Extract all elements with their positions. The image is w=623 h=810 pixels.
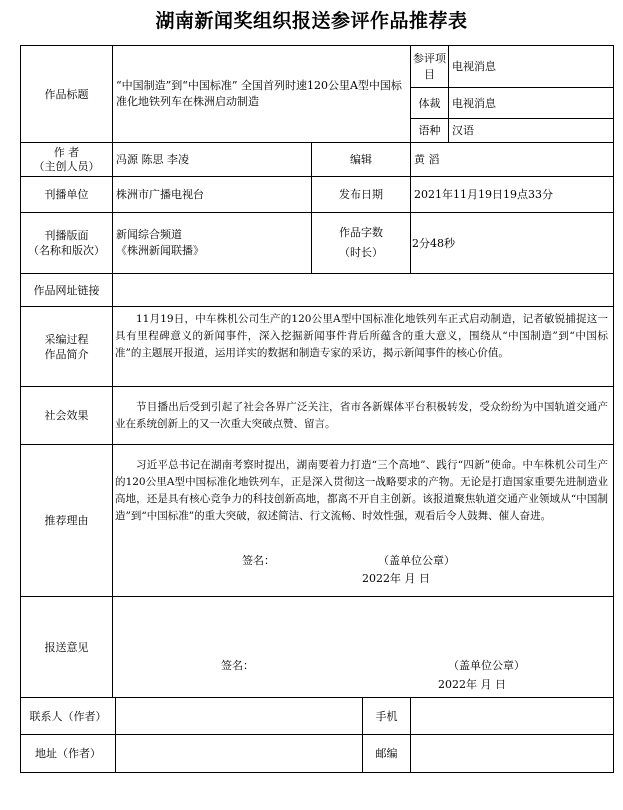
submission-sign-label: 签名： [221,659,254,672]
authors-label: 作 者 （主创人员） [33,145,100,173]
submission-opinion-label: 报送意见 [44,640,89,654]
recommendation-form [20,45,614,773]
process-label: 采编过程 作品简介 [44,332,89,361]
postcode-label: 邮编 [375,747,398,760]
genre-value: 电视消息 [452,96,496,110]
language-label: 语种 [418,124,441,137]
publisher-label: 刊播单位 [44,188,89,201]
process-text: 11月19日，中车株机公司生产的120公里A型中国标准化地铁列车正式启动制造，记者敏锐捕捉这一具有里程碑意义的新闻事件，深入挖掘新闻事件背后所蕴含的重大意义，围绕从“中国制造”到“中国标准”的主题展开报道，运用详实的数据和制造专家的采访，揭示新闻事件的核心价值。 [115,313,608,359]
recommendation-date: 2022年 月 日 [362,572,430,585]
social-effect-text: 节目播出后受到引起了社会各界广泛关注，省市各新媒体平台积极转发，受众纷纷为中国轨道交通产业在系统创新上的又一次重大突破点赞、留言。 [115,401,608,430]
recommendation-sign-label: 签名： [242,554,275,567]
page-title: 湖南新闻奖组织报送参评作品推荐表 [155,10,468,32]
url-value [116,274,612,306]
editor-label: 编辑 [350,153,372,166]
recommendation-text: 习近平总书记在湖南考察时提出，湖南要着力打造“三个高地”、践行“四新”使命。中车株机公司生产的120公里A型中国标准化地铁列车，正是深入贯彻这一战略要求的产物。无论是打造国家重要先进制造业高地，还是具有核心竞争力的科技创新高地，都离不开自主创新。该报道聚焦轨道交通产业领域从“中国制造”到“中国标准”的重大突破，叙述简洁、行文流畅、时效性强，观看后令人鼓舞、催人奋进。 [115,459,608,522]
recommendation-label: 推荐理由 [44,514,89,527]
entry-category-value: 电视消息 [452,60,496,73]
url-label: 作品网址链接 [33,283,100,297]
social-effect-label: 社会效果 [44,409,89,422]
address-label: 地址（作者） [35,747,101,760]
publish-date-label: 发布日期 [339,188,383,201]
publisher-value: 株洲市广播电视台 [116,188,204,201]
word-count-value: 2分48秒 [412,236,455,250]
authors-value: 冯源 陈思 李凌 [116,153,189,166]
contact-value [119,698,360,734]
contact-label: 联系人（作者） [29,709,107,723]
language-value: 汉语 [452,124,474,137]
word-count-label: 作品字数 （时长） [339,226,383,259]
postcode-value [414,735,612,772]
work-title-label: 作品标题 [44,87,89,101]
address-value [119,735,360,772]
editor-value: 黄 滔 [414,153,440,166]
phone-label: 手机 [375,709,398,723]
edition-value: 新闻综合频道 《株洲新闻联播》 [116,228,204,257]
phone-value [414,698,612,734]
genre-label: 体裁 [418,96,441,110]
recommendation-seal: （盖单位公章） [378,554,455,567]
work-title-value: “中国制造”到“中国标准” 全国首列时速120公里A型中国标准化地铁列车在株洲启动制造 [116,79,402,108]
entry-category-label: 参评项目 [413,51,446,81]
submission-seal: （盖单位公章） [448,659,525,672]
edition-label: 刊播版面 （名称和版次） [28,229,105,257]
submission-date: 2022年 月 日 [438,678,506,691]
publish-date-value: 2021年11月19日19点33分 [414,188,553,201]
